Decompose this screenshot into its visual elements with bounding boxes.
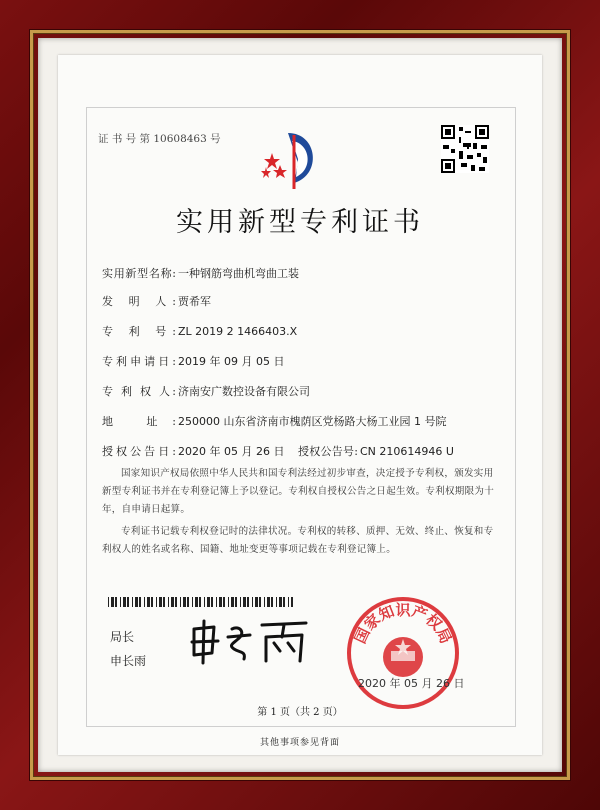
seal-date: 2020 年 05 月 26 日 xyxy=(358,677,465,690)
field-value: ZL 2019 2 1466403.X xyxy=(178,325,298,338)
document-title: 实用新型专利证书 xyxy=(176,207,424,238)
field-value: 贾希军 xyxy=(178,295,211,308)
seal-text: 国家知识产权局 xyxy=(350,601,456,647)
director-name: 申长雨 xyxy=(110,654,147,668)
certificate-paper xyxy=(58,55,542,755)
field-value: 一种钢筋弯曲机弯曲工装 xyxy=(178,267,299,280)
field-label: 发 明 人: xyxy=(102,295,176,308)
official-seal-icon xyxy=(343,593,463,713)
field-label: 专 利 号: xyxy=(102,325,176,338)
field-patentee xyxy=(102,383,310,399)
field-utility-model-name xyxy=(102,265,299,281)
field-patent-number xyxy=(102,323,297,339)
field-grant-number xyxy=(298,443,454,459)
field-label: 授权公告号: xyxy=(298,445,358,458)
field-value: 250000 山东省济南市槐荫区党杨路大杨工业园 1 号院 xyxy=(178,415,447,428)
field-inventor xyxy=(102,293,211,309)
field-value: CN 210614946 U xyxy=(360,445,454,458)
cnipa-logo-icon xyxy=(258,123,328,193)
signature-icon xyxy=(188,615,313,665)
page-indicator: 第 1 页（共 2 页） xyxy=(257,707,343,718)
field-label: 地 址: xyxy=(102,415,176,428)
field-value: 2020 年 05 月 26 日 xyxy=(178,445,285,458)
back-note: 其他事项参见背面 xyxy=(259,738,340,748)
field-label: 实用新型名称: xyxy=(102,267,176,280)
field-value: 济南安广数控设备有限公司 xyxy=(178,385,310,398)
certificate-number: 证 书 号 第 10608463 号 xyxy=(98,133,221,145)
field-application-date xyxy=(102,353,284,369)
field-value: 2019 年 09 月 05 日 xyxy=(178,355,285,368)
qr-code-icon xyxy=(441,125,489,173)
director-title: 局长 xyxy=(110,630,135,644)
field-label: 授权公告日: xyxy=(102,445,176,458)
field-grant-date xyxy=(102,443,284,459)
statement-paragraph-2: 专利证书记载专利权登记时的法律状况。专利权的转移、质押、无效、终止、恢复和专利权人的姓名或名称、国籍、地址变更等事项记载在专利登记簿上。 xyxy=(102,526,494,555)
field-label: 专利申请日: xyxy=(102,355,176,368)
field-address xyxy=(102,413,446,429)
statement-paragraph-1: 国家知识产权局依照中华人民共和国专利法经过初步审查，决定授予专利权，颁发实用新型专利证书并在专利登记簿上予以登记。专利权自授权公告之日起生效。专利权期限为十年，自申请日起算。 xyxy=(102,468,495,515)
field-label: 专 利 权 人: xyxy=(102,385,176,398)
barcode-icon xyxy=(108,597,293,607)
